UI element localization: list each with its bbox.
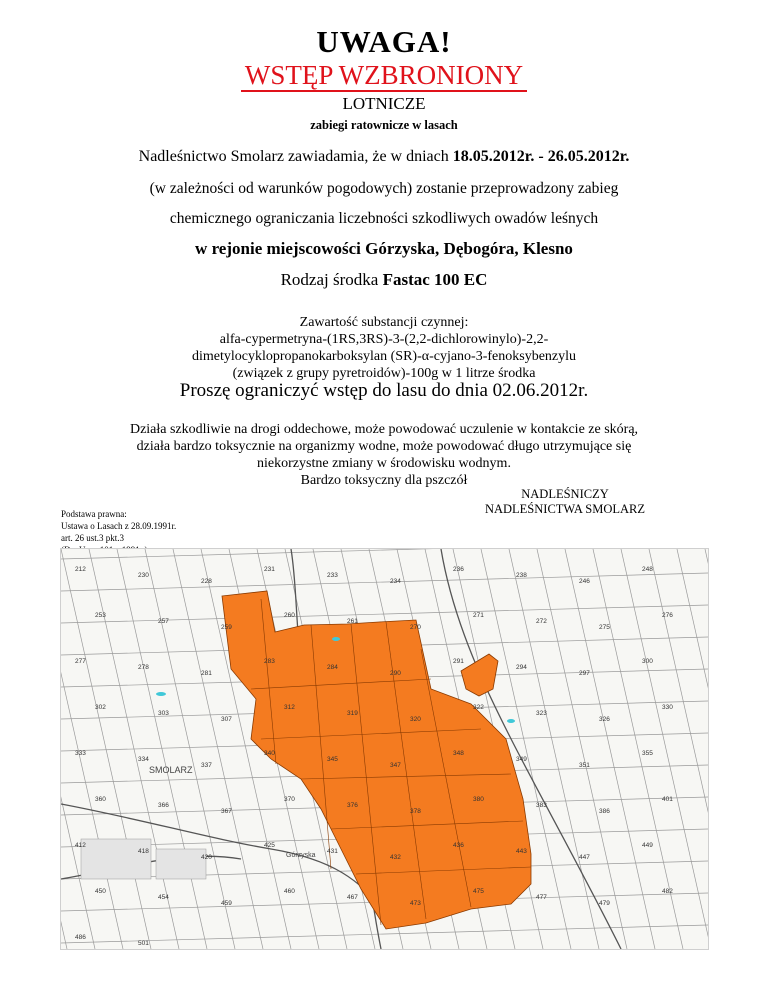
compartment-number: 459	[221, 900, 232, 907]
hazard-warnings	[0, 421, 768, 489]
signature-title: NADLEŚNICZY	[521, 487, 609, 501]
compartment-number: 231	[264, 566, 275, 573]
compartment-number: 340	[264, 750, 275, 757]
compartment-number: 230	[138, 572, 149, 579]
village-label: Górzyska	[286, 852, 316, 859]
compartment-number: 355	[642, 750, 653, 757]
compartment-number: 460	[284, 888, 295, 895]
compartment-number: 238	[516, 572, 527, 579]
compartment-number: 277	[75, 658, 86, 665]
compartment-number: 367	[221, 808, 232, 815]
compartment-number: 257	[158, 618, 169, 625]
legal-line-2: Ustawa o Lasach z 28.09.1991r.	[61, 521, 177, 531]
compartment-number: 473	[410, 900, 421, 907]
compartment-number: 291	[453, 658, 464, 665]
compartment-number: 297	[579, 670, 590, 677]
product-line	[0, 270, 768, 290]
compartment-number: 320	[410, 716, 421, 723]
compartment-number: 347	[390, 762, 401, 769]
compartment-number: 246	[579, 578, 590, 585]
compartment-number: 319	[347, 710, 358, 717]
compartment-number: 348	[453, 750, 464, 757]
warning-line-1: Działa szkodliwie na drogi oddechowe, może powodować uczulenie w kontakcie ze skórą,	[129, 422, 639, 437]
treatment-locations: w rejonie miejscowości Górzyska, Dębogóra, Klesno	[195, 239, 573, 258]
composition-line-4: (związek z grupy pyretroidów)-100g w 1 litrze środka	[232, 366, 536, 381]
compartment-number: 259	[221, 624, 232, 631]
settlement-block	[156, 849, 206, 879]
announcement-line-1	[0, 148, 768, 166]
compartment-number: 436	[453, 842, 464, 849]
warning-line-2: działa bardzo toksycznie na organizmy wodne, może powodować długo utrzymujące się	[136, 439, 632, 454]
compartment-number: 270	[410, 624, 421, 631]
compartment-number: 322	[473, 704, 484, 711]
legal-line-1: Podstawa prawna:	[61, 509, 127, 519]
product-label: Rodzaj środka	[280, 270, 379, 289]
compartment-number: 376	[347, 802, 358, 809]
place-label: SMOLARZ	[149, 765, 193, 775]
compartment-number: 380	[473, 796, 484, 803]
compartment-number: 449	[642, 842, 653, 849]
access-restriction-request: Proszę ograniczyć wstęp do lasu do dnia 02.06.2012r.	[179, 380, 589, 401]
compartment-number: 275	[599, 624, 610, 631]
composition-line-3: dimetylocyklopropanokarboksylan (SR)-α-cyjano-3-fenoksybenzylu	[191, 349, 577, 364]
composition-line-1: Zawartość substancji czynnej:	[299, 315, 469, 330]
compartment-number: 420	[201, 854, 212, 861]
compartment-number: 260	[284, 612, 295, 619]
compartment-number: 454	[158, 894, 169, 901]
compartment-number: 330	[662, 704, 673, 711]
compartment-number: 432	[390, 854, 401, 861]
operation-type: LOTNICZE	[342, 94, 426, 113]
compartment-number: 300	[642, 658, 653, 665]
compartment-number: 307	[221, 716, 232, 723]
treatment-dates: 18.05.2012r. - 26.05.2012r.	[452, 148, 630, 165]
compartment-number: 351	[579, 762, 590, 769]
compartment-number: 450	[95, 888, 106, 895]
compartment-number: 383	[536, 802, 547, 809]
announcement-intro: Nadleśnictwo Smolarz zawiadamia, że w dniach	[138, 148, 449, 165]
active-substance-block	[0, 314, 768, 382]
notice-title: UWAGA!	[316, 24, 452, 59]
compartment-number: 312	[284, 704, 295, 711]
compartment-number: 294	[516, 664, 527, 671]
compartment-number: 477	[536, 894, 547, 901]
compartment-number: 212	[75, 566, 86, 573]
compartment-number: 272	[536, 618, 547, 625]
compartment-number: 283	[264, 658, 275, 665]
compartment-number: 284	[327, 664, 338, 671]
compartment-number: 443	[516, 848, 527, 855]
compartment-number: 386	[599, 808, 610, 815]
compartment-number: 228	[201, 578, 212, 585]
announcement-line-3: chemicznego ograniczania liczebności szkodliwych owadów leśnych	[169, 210, 599, 227]
compartment-number: 290	[390, 670, 401, 677]
compartment-number: 345	[327, 756, 338, 763]
warning-line-4: Bardzo toksyczny dla pszczół	[300, 473, 468, 488]
compartment-number: 425	[264, 842, 275, 849]
composition-line-2: alfa-cypermetryna-(1RS,3RS)-3-(2,2-dichlorowinylo)-2,2-	[219, 332, 549, 347]
compartment-number: 323	[536, 710, 547, 717]
compartment-number: 337	[201, 762, 212, 769]
compartment-number: 431	[327, 848, 338, 855]
compartment-number: 303	[158, 710, 169, 717]
compartment-number: 278	[138, 664, 149, 671]
compartment-number: 501	[138, 940, 149, 947]
compartment-number: 333	[75, 750, 86, 757]
compartment-number: 467	[347, 894, 358, 901]
compartment-number: 418	[138, 848, 149, 855]
compartment-number: 401	[662, 796, 673, 803]
compartment-number: 236	[453, 566, 464, 573]
signature-office: NADLEŚNICTWA SMOLARZ	[484, 502, 646, 516]
signature-block	[440, 487, 690, 517]
compartment-number: 234	[390, 578, 401, 585]
compartment-number: 281	[201, 670, 212, 677]
operation-description: zabiegi ratownicze w lasach	[310, 118, 458, 132]
warning-line-3: niekorzystne zmiany w środowisku wodnym.	[257, 456, 511, 471]
compartment-number: 378	[410, 808, 421, 815]
compartment-number: 479	[599, 900, 610, 907]
compartment-number: 360	[95, 796, 106, 803]
compartment-number: 349	[516, 756, 527, 763]
entry-forbidden-heading	[0, 60, 768, 91]
compartment-number: 248	[642, 566, 653, 573]
forest-compartment-map	[60, 548, 709, 950]
entry-forbidden-text: WSTĘP WZBRONIONY	[241, 60, 527, 92]
compartment-number: 233	[327, 572, 338, 579]
compartment-number: 447	[579, 854, 590, 861]
compartment-number: 326	[599, 716, 610, 723]
compartment-number: 482	[662, 888, 673, 895]
product-name: Fastac 100 EC	[382, 270, 488, 289]
compartment-number: 412	[75, 842, 86, 849]
compartment-number: 334	[138, 756, 149, 763]
compartment-number: 253	[95, 612, 106, 619]
compartment-number: 276	[662, 612, 673, 619]
compartment-number: 271	[473, 612, 484, 619]
announcement-line-2: (w zależności od warunków pogodowych) zostanie przeprowadzony zabieg	[149, 180, 619, 197]
settlement-block	[81, 839, 151, 879]
compartment-number: 486	[75, 934, 86, 941]
compartment-number: 475	[473, 888, 484, 895]
compartment-number: 302	[95, 704, 106, 711]
compartment-number: 261	[347, 618, 358, 625]
legal-line-3: art. 26 ust.3 pkt.3	[61, 533, 124, 543]
compartment-number: 370	[284, 796, 295, 803]
compartment-number: 366	[158, 802, 169, 809]
